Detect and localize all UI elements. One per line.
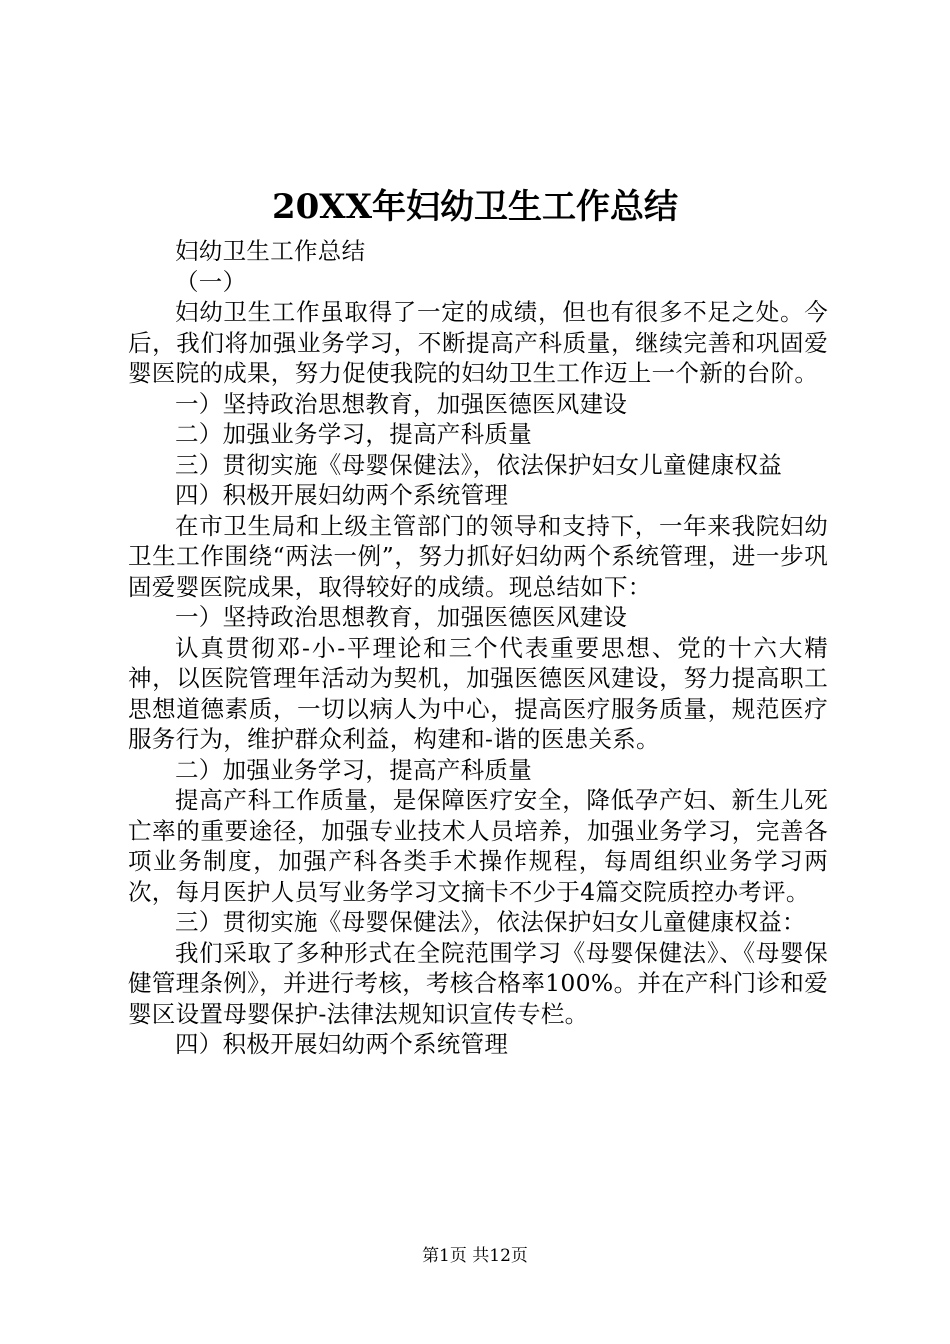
paragraph: 二）加强业务学习，提高产科质量 bbox=[175, 420, 532, 448]
paragraph: 妇幼卫生工作虽取得了一定的成绩，但也有很多不足之处。今后，我们将加强业务学习，不断提高产科质量，继续完善和巩固爱婴医院的成果，努力促使我院的妇幼卫生工作迈上一个新的台阶。 bbox=[128, 298, 828, 387]
paragraph: （一） bbox=[175, 267, 247, 296]
paragraph: 一）坚持政治思想教育，加强医德医风建设 bbox=[175, 389, 628, 418]
paragraph: 在市卫生局和上级主管部门的领导和支持下，一年来我院妇幼卫生工作围绕“两法一例”，努力抓好妇幼两个系统管理，进一步巩固爱婴医院成果，取得较好的成绩。现总结如下： bbox=[128, 511, 828, 601]
paragraph: 一）坚持政治思想教育，加强医德医风建设 bbox=[175, 603, 628, 631]
paragraph: 四）积极开展妇幼两个系统管理 bbox=[175, 1030, 509, 1058]
document-body bbox=[128, 236, 828, 1060]
paragraph: 三）贯彻实施《母婴保健法》，依法保护妇女儿童健康权益： bbox=[175, 908, 806, 936]
paragraph: 二）加强业务学习，提高产科质量 bbox=[175, 755, 532, 784]
paragraph: 妇幼卫生工作总结 bbox=[175, 237, 366, 265]
page-footer: 第1页 共12页 bbox=[422, 1246, 528, 1266]
document-title: 20XX年妇幼卫生工作总结 bbox=[271, 187, 679, 227]
paragraph: 提高产科工作质量，是保障医疗安全，降低孕产妇、新生儿死亡率的重要途径，加强专业技术人员培养，加强业务学习，完善各项业务制度，加强产科各类手术操作规程，每周组织业务学习两次，每月医护人员写业务学习文摘卡不少于4篇交院质控办考评。 bbox=[128, 786, 828, 906]
paragraph: 我们采取了多种形式在全院范围学习《母婴保健法》、《母婴保健管理条例》，并进行考核，考核合格率100%。并在产科门诊和爱婴区设置母婴保护-法律法规知识宣传专栏。 bbox=[128, 938, 828, 1028]
paragraph: 四）积极开展妇幼两个系统管理 bbox=[175, 481, 509, 509]
paragraph: 三）贯彻实施《母婴保健法》，依法保护妇女儿童健康权益 bbox=[175, 450, 783, 479]
paragraph: 认真贯彻邓-小-平理论和三个代表重要思想、党的十六大精神，以医院管理年活动为契机，加强医德医风建设，努力提高职工思想道德素质，一切以病人为中心，提高医疗服务质量，规范医疗服务行为，维护群众利益，构建和-谐的医患关系。 bbox=[128, 633, 828, 753]
